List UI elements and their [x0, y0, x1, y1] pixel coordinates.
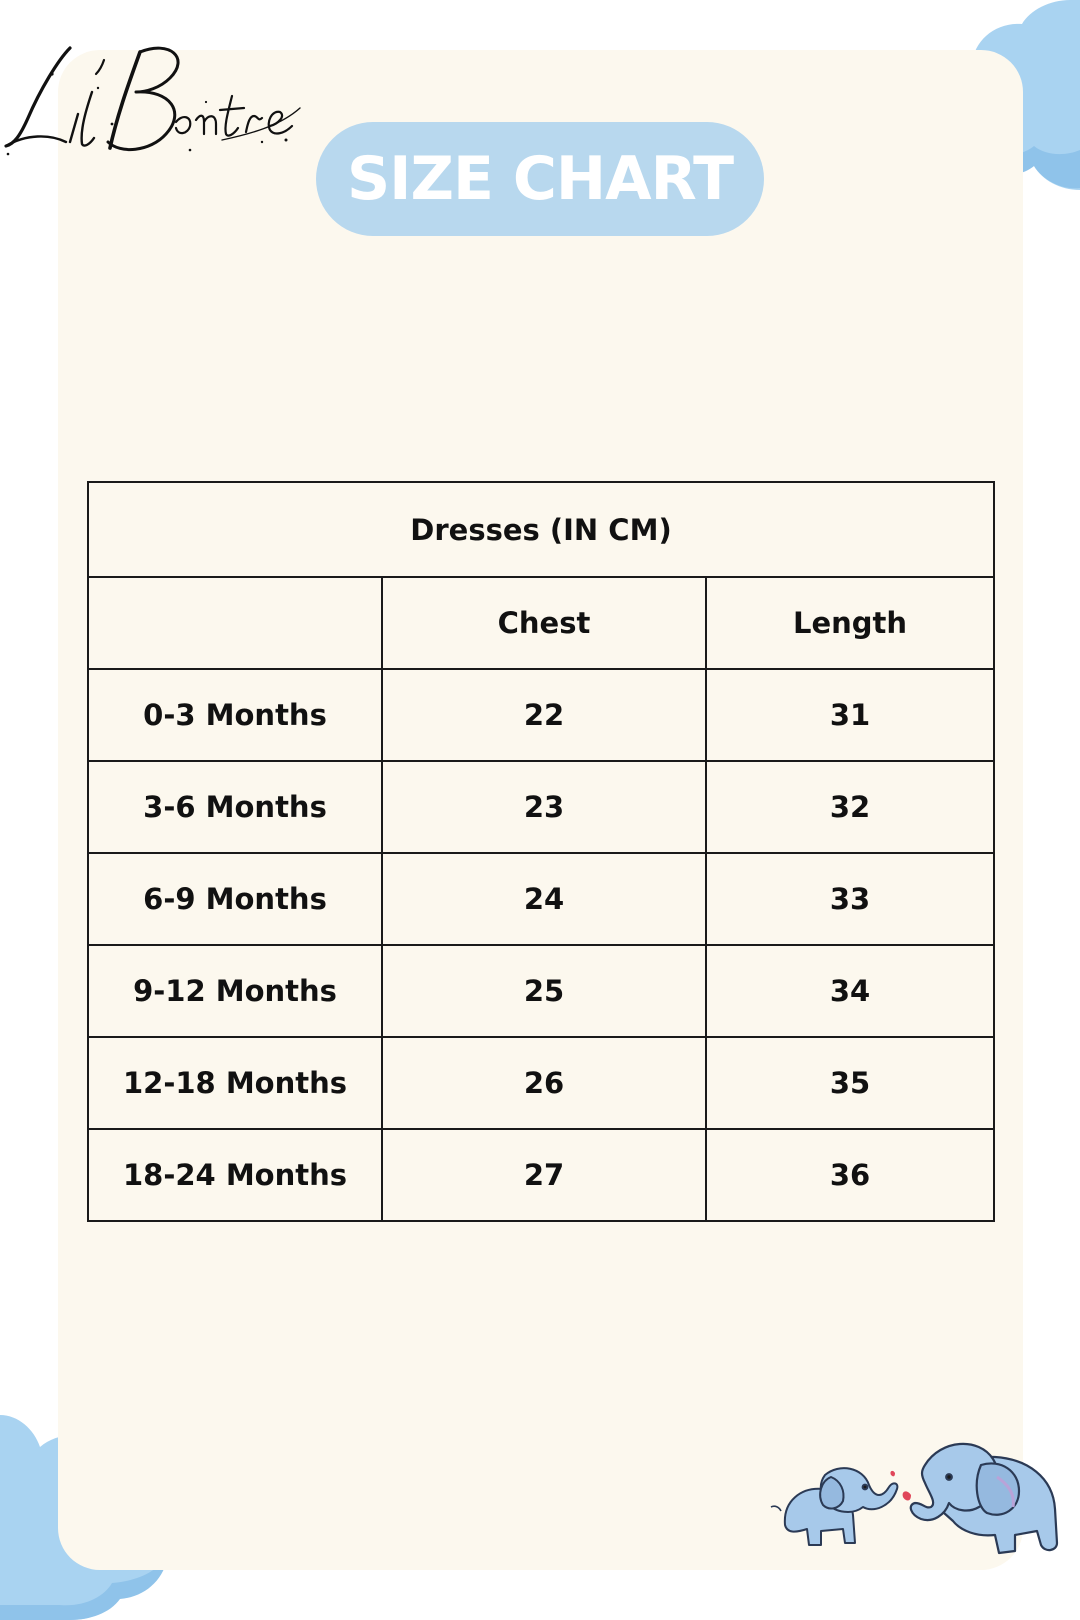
elephant-icon: [765, 1425, 1080, 1570]
column-header-length: Length: [706, 577, 994, 669]
length-cell: 32: [706, 761, 994, 853]
size-cell: 0-3 Months: [88, 669, 382, 761]
size-cell: 3-6 Months: [88, 761, 382, 853]
chest-cell: 24: [382, 853, 706, 945]
size-cell: 18-24 Months: [88, 1129, 382, 1221]
size-table: [87, 481, 995, 1222]
chest-cell: 22: [382, 669, 706, 761]
length-cell: 35: [706, 1037, 994, 1129]
size-cell: 12-18 Months: [88, 1037, 382, 1129]
size-chart-badge: [316, 122, 764, 236]
length-cell: 36: [706, 1129, 994, 1221]
size-cell: 6-9 Months: [88, 853, 382, 945]
chest-cell: 23: [382, 761, 706, 853]
size-cell: 9-12 Months: [88, 945, 382, 1037]
brand-logo: [0, 30, 310, 160]
page-title: SIZE CHART: [346, 144, 734, 214]
table-row: [88, 1037, 994, 1129]
length-cell: 34: [706, 945, 994, 1037]
table-row: [88, 945, 994, 1037]
table-row: [88, 669, 994, 761]
column-header-size: [88, 577, 382, 669]
table-row: [88, 853, 994, 945]
table-row: [88, 1129, 994, 1221]
chest-cell: 25: [382, 945, 706, 1037]
table-row: [88, 761, 994, 853]
length-cell: 33: [706, 853, 994, 945]
table-title: Dresses (IN CM): [88, 482, 994, 577]
table-title-row: [88, 482, 994, 577]
table-header-row: [88, 577, 994, 669]
column-header-chest: Chest: [382, 577, 706, 669]
chest-cell: 26: [382, 1037, 706, 1129]
length-cell: 31: [706, 669, 994, 761]
chest-cell: 27: [382, 1129, 706, 1221]
